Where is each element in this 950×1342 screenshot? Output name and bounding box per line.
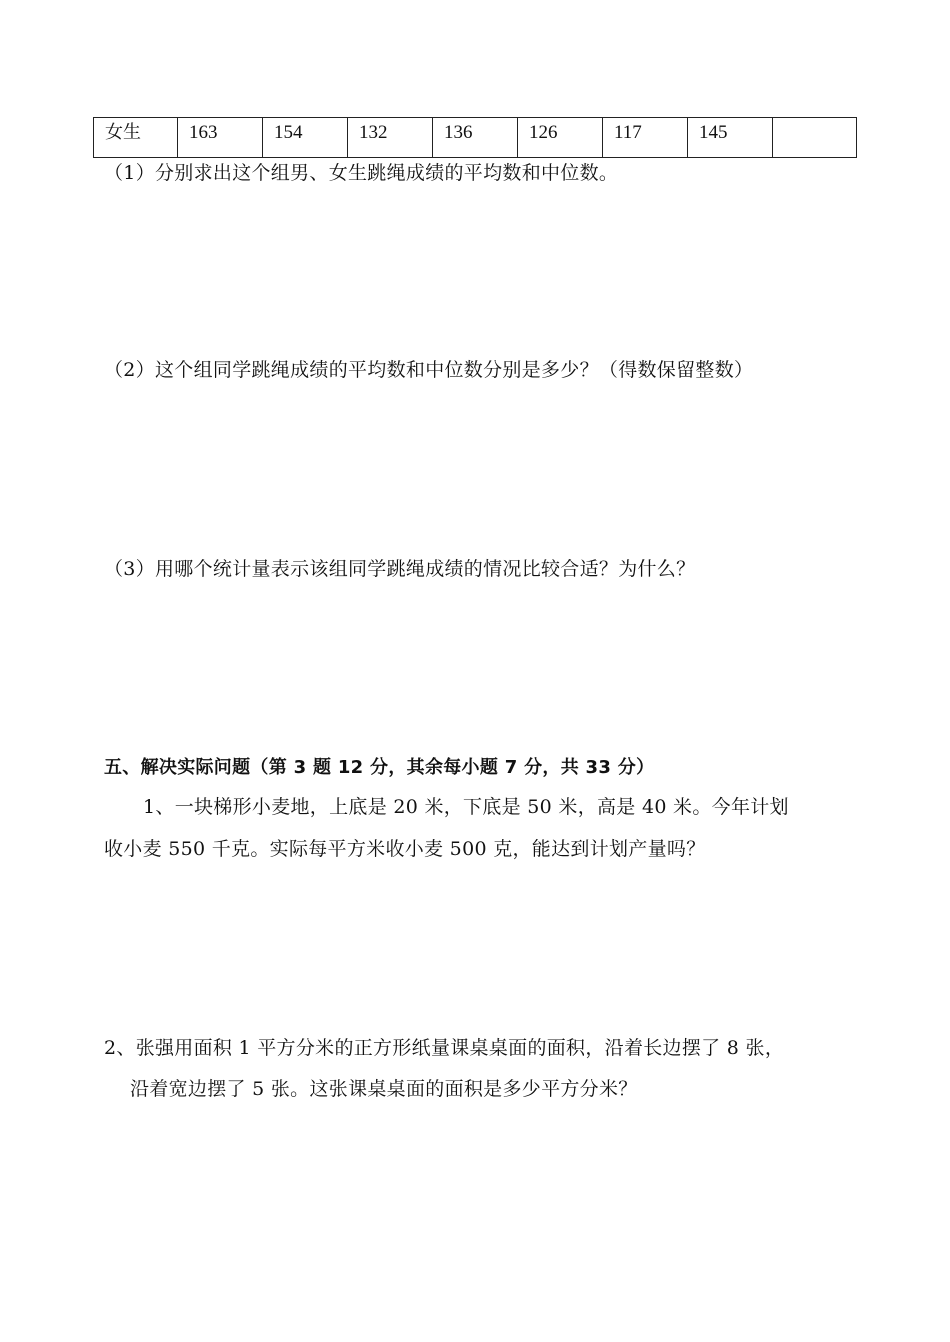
problem-1-line-2: 收小麦 550 千克。实际每平方米收小麦 500 克，能达到计划产量吗？ xyxy=(104,838,706,860)
table-cell: 136 xyxy=(433,118,518,158)
table-row-female xyxy=(94,118,857,158)
table-cell: 126 xyxy=(518,118,603,158)
question-1: （1）分别求出这个组男、女生跳绳成绩的平均数和中位数。 xyxy=(104,162,619,184)
question-2: （2）这个组同学跳绳成绩的平均数和中位数分别是多少？（得数保留整数） xyxy=(104,359,754,381)
section-title: 五、解决实际问题（第 3 题 12 分，其余每小题 7 分，共 33 分） xyxy=(104,757,655,778)
table-cell: 163 xyxy=(178,118,263,158)
score-table xyxy=(93,117,857,158)
problem-2-line-2: 沿着宽边摆了 5 张。这张课桌桌面的面积是多少平方分米？ xyxy=(130,1078,638,1100)
question-3: （3）用哪个统计量表示该组同学跳绳成绩的情况比较合适？为什么？ xyxy=(104,558,696,580)
problem-2-line-1: 2、张强用面积 1 平方分米的正方形纸量课桌桌面的面积，沿着长边摆了 8 张， xyxy=(104,1037,785,1059)
table-cell xyxy=(773,118,857,158)
problem-1-line-1: 1、一块梯形小麦地，上底是 20 米，下底是 50 米，高是 40 米。今年计划 xyxy=(143,796,789,818)
table-cell: 154 xyxy=(263,118,348,158)
table-cell: 132 xyxy=(348,118,433,158)
table-cell: 145 xyxy=(688,118,773,158)
row-label: 女生 xyxy=(94,118,178,158)
table-cell: 117 xyxy=(603,118,688,158)
